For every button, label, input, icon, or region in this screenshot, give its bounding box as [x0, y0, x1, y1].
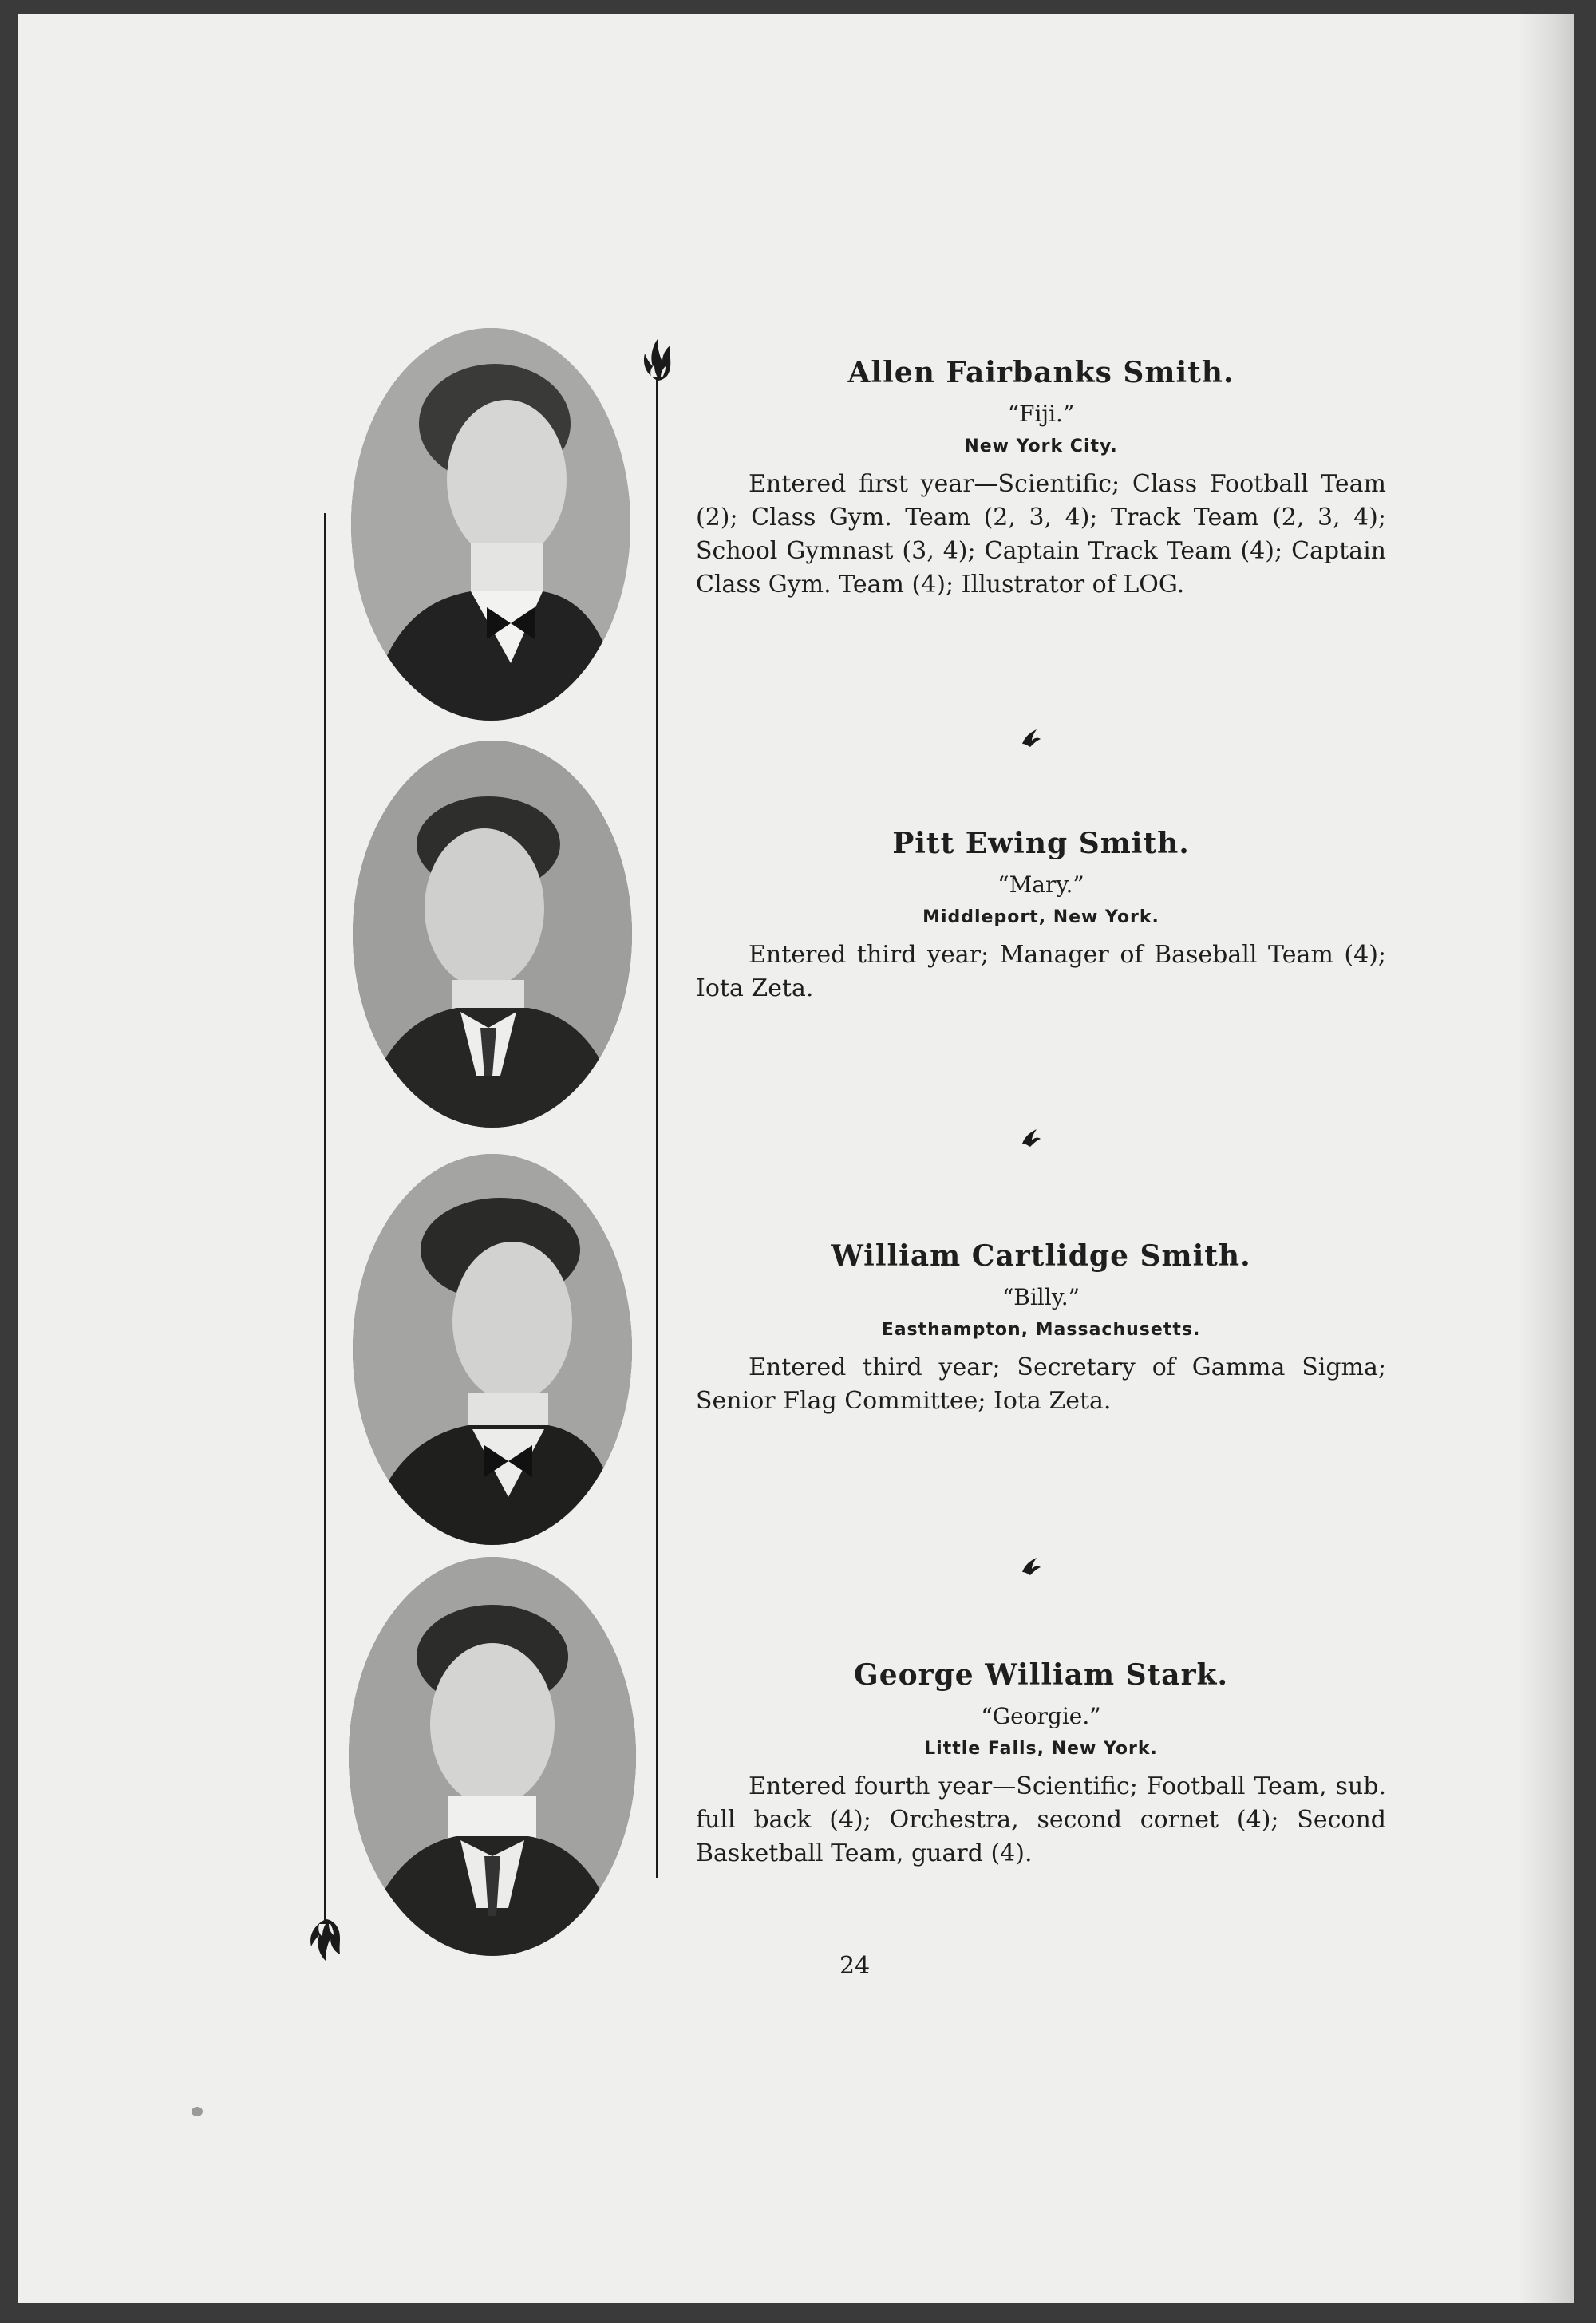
student-nickname: “Fiji.”: [1007, 401, 1075, 427]
student-name: William Cartlidge Smith.: [831, 1239, 1251, 1273]
portrait-allen-fairbanks-smith: [351, 328, 630, 721]
bio-entry: [696, 827, 1386, 1005]
right-vertical-rule: [656, 377, 658, 1878]
flame-ornament-icon: [305, 1918, 346, 1962]
bio-entry: [696, 1239, 1386, 1418]
gutter-shadow: [1518, 14, 1574, 2303]
student-hometown: Easthampton, Massachusetts.: [881, 1320, 1201, 1340]
bio-entry: [696, 356, 1386, 602]
student-description: Entered third year; Secretary of Gamma Sigma; Senior Flag Committee; Iota Zeta.: [696, 1353, 1386, 1415]
fleuron-icon: [1019, 1126, 1043, 1148]
student-nickname: “Georgie.”: [981, 1703, 1101, 1729]
fleuron-icon: [1019, 726, 1043, 749]
fleuron-icon: [1019, 1555, 1043, 1577]
student-name: George William Stark.: [853, 1658, 1229, 1692]
bio-entry: [696, 1658, 1386, 1871]
student-hometown: Little Falls, New York.: [924, 1739, 1158, 1759]
portrait-william-cartlidge-smith: [353, 1154, 632, 1545]
student-hometown: Middleport, New York.: [922, 907, 1159, 927]
student-name: Allen Fairbanks Smith.: [847, 356, 1235, 389]
flame-ornament-icon: [638, 338, 677, 382]
student-description: Entered third year; Manager of Baseball Team (4); Iota Zeta.: [696, 941, 1386, 1002]
student-nickname: “Billy.”: [1001, 1284, 1080, 1310]
portrait-george-william-stark: [349, 1557, 636, 1956]
paper-smudge: [192, 2107, 203, 2116]
student-description: Entered fourth year—Scientific; Football Team, sub. full back (4); Orchestra, second cornet (4); Second Basketball Team, guard (4).: [696, 1772, 1386, 1867]
yearbook-page: [18, 14, 1574, 2303]
page-number: 24: [839, 1952, 871, 1980]
portrait-pitt-ewing-smith: [353, 741, 632, 1128]
student-nickname: “Mary.”: [998, 871, 1084, 898]
left-vertical-rule: [324, 513, 326, 1922]
student-hometown: New York City.: [964, 437, 1118, 456]
student-name: Pitt Ewing Smith.: [892, 827, 1190, 860]
student-description: Entered first year—Scientific; Class Football Team (2); Class Gym. Team (2, 3, 4); Track Team (2, 3, 4); School Gymnast (3, 4); Captain Track Team (4); Captain Class Gym. Team (4); Illustrator of LOG.: [696, 470, 1386, 599]
